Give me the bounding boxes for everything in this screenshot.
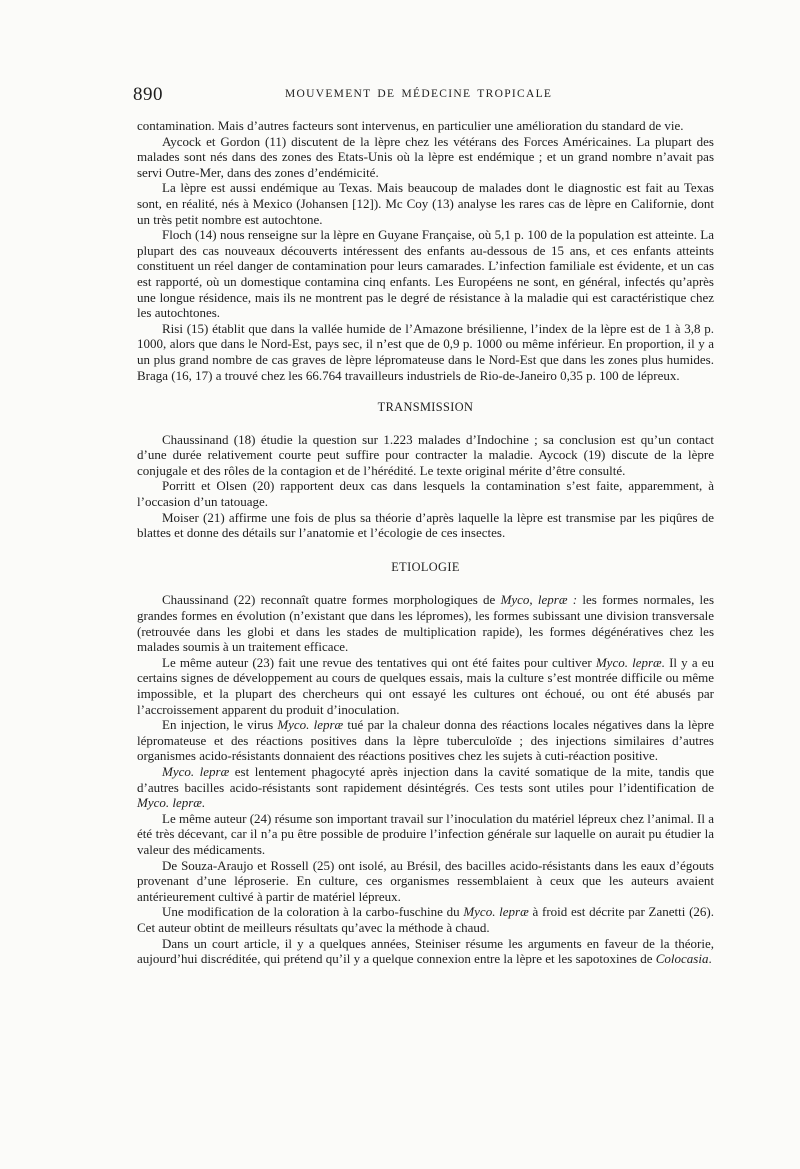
section-heading-etiologie: ETIOLOGIE — [391, 559, 460, 574]
body-text — [137, 118, 714, 967]
text-run: . — [708, 951, 712, 967]
species-name: Myco. lepræ. — [595, 654, 665, 670]
text-run: Le même auteur (23) fait une revue des tentatives qui ont été faites pour cultiver — [162, 654, 596, 670]
running-title: MOUVEMENT DE MÉDECINE TROPICALE — [285, 88, 553, 100]
text-run: est lentement phagocyté après injection dans la cavité somatique de la mite, tandis que d’autres bacilles acido-résistants sont rapidement désintégrés. Ces tests sont utiles pour l’identification de — [137, 763, 714, 795]
paragraph: Risi (15) établit que dans la vallée humide de l’Amazone brésilienne, l’index de la lèpre est de 1 à 3,8 p. 1000, alors que dans le Nord-Est, pays sec, il n’est que de 0,9 p. 1000 ou même inférieur. En proportion, il y a un plus grand nombre de cas graves de lèpre lépromateuse dans le Nord-Est que dans les zones plus humides. Braga (16, 17) a trouvé chez les 66.764 travailleurs industriels de Rio-de-Janeiro 0,35 p. 100 de lépreux. — [137, 320, 714, 383]
paragraph: contamination. Mais d’autres facteurs sont intervenus, en particulier une amélioration du standard de vie. — [137, 118, 684, 133]
species-name: Myco. lepræ. — [137, 795, 206, 811]
paragraph: De Souza-Araujo et Rossell (25) ont isolé, au Brésil, des bacilles acido-résistants dans les eaux d’égouts provenant d’une léproserie. En culture, ces organismes ressemblaient à ceux que les auteurs avaient antérieurement cultivé à partir de matériel lépreux. — [137, 857, 714, 904]
species-name: Myco. lepræ — [162, 763, 230, 779]
paragraph — [137, 717, 714, 764]
paragraph — [137, 764, 714, 811]
page-number: 890 — [133, 84, 163, 105]
paragraph: Chaussinand (18) étudie la question sur 1.223 malades d’Indochine ; sa conclusion est qu’un contact d’une durée relativement courte peut suffire pour contracter la maladie. Aycock (19) discute de la lèpre conjugale et des rôles de la contagion et de l’hérédité. Le texte original mérite d’être consulté. — [137, 431, 714, 478]
paragraph — [137, 904, 714, 935]
paragraph: Floch (14) nous renseigne sur la lèpre en Guyane Française, où 5,1 p. 100 de la population est atteinte. La plupart des cas nouveaux découverts intéressent des enfants au-dessous de 15 ans, et ces enfants atteints constituent un réel danger de contamination pour leurs camarades. L’infection familiale est évidente, et un cas est rapporté, où un domestique contamina cinq enfants. Les Européens ne sont, en général, infectés qu’après une longue résidence, mais ils ne montrent pas le degré de résistance à la maladie qui est caractéristique chez les autochtones. — [137, 227, 714, 321]
paragraph: Porritt et Olsen (20) rapportent deux cas dans lesquels la contamination s’est faite, apparemment, à l’occasion d’un tatouage. — [137, 478, 714, 510]
text-run: à froid est décrite par Zanetti (26). Cet auteur obtint de meilleurs résultats qu’avec la méthode à chaud. — [137, 904, 714, 935]
paragraph — [137, 592, 714, 654]
text-run: Dans un court article, il y a quelques années, Steiniser résume les arguments en faveur de la théorie, aujourd’hui discréditée, qui prétend qu’il y a quelque connexion entre la lèpre et les sapotoxines de — [137, 935, 714, 967]
paragraph: Aycock et Gordon (11) discutent de la lèpre chez les vétérans des Forces Américaines. La plupart des malades sont nés dans des zones des Etats-Unis où la lèpre est endémique ; et un grand nombre n’avait pas servi Outre-Mer, dans des zones d’endémicité. — [137, 133, 714, 180]
paragraph — [137, 655, 714, 717]
page-header — [133, 84, 713, 106]
text-run: tué par la chaleur donna des réactions locales négatives dans la lèpre lépromateuse et des réactions positives dans la lèpre tuberculoïde ; des injections similaires d’autres organismes acido-résistants donnaient des réactions positives chez les sujets à cuti-réaction positive. — [137, 717, 714, 764]
paragraph: La lèpre est aussi endémique au Texas. Mais beaucoup de malades dont le diagnostic est fait au Texas sont, en réalité, nés à Mexico (Johansen [12]). Mc Coy (13) analyse les rares cas de lèpre en Californie, dont un très petit nombre est autochtone. — [137, 180, 714, 227]
species-name: Myco, lepræ : — [500, 592, 578, 608]
paragraph — [137, 936, 714, 967]
text-run: Il y a eu certains signes de développement au cours de quelques essais, mais la culture s’est montrée difficile ou même impossible, et la plupart des chercheurs qui ont essayé les cultures ont échoué, ou ont été abusés par l’accroissement apparent du produit d’inoculation. — [137, 654, 714, 717]
species-name: Myco. lepræ — [463, 904, 529, 920]
paragraph: Le même auteur (24) résume son important travail sur l’inoculation du matériel lépreux chez l’animal. Il a été très décevant, car il n’a pu être possible de produire l’infection générale sur laquelle on aurait pu étudier la valeur des médicaments. — [137, 810, 714, 857]
text-run: Chaussinand (22) reconnaît quatre formes morphologiques de — [162, 592, 501, 608]
text-run: En injection, le virus — [162, 717, 278, 733]
genus-name: Colocasia — [655, 951, 709, 967]
section-heading-transmission: TRANSMISSION — [377, 400, 474, 415]
paragraph: Moiser (21) affirme une fois de plus sa théorie d’après laquelle la lèpre est transmise par les piqûres de blattes et donne des détails sur l’anatomie et l’écologie de ces insectes. — [137, 509, 714, 541]
text-run: Une modification de la coloration à la carbo-fuschine du — [162, 904, 464, 920]
species-name: Myco. lepræ — [277, 717, 344, 733]
text-run: les formes normales, les grandes formes en évolution (n’existant que dans les lépromes), les formes subissant une division transversale (retrouvée dans les globi et dans les stades de multiplication rapide), les formes dégénératives chez les malades soumis à un traitement efficace. — [137, 592, 715, 655]
